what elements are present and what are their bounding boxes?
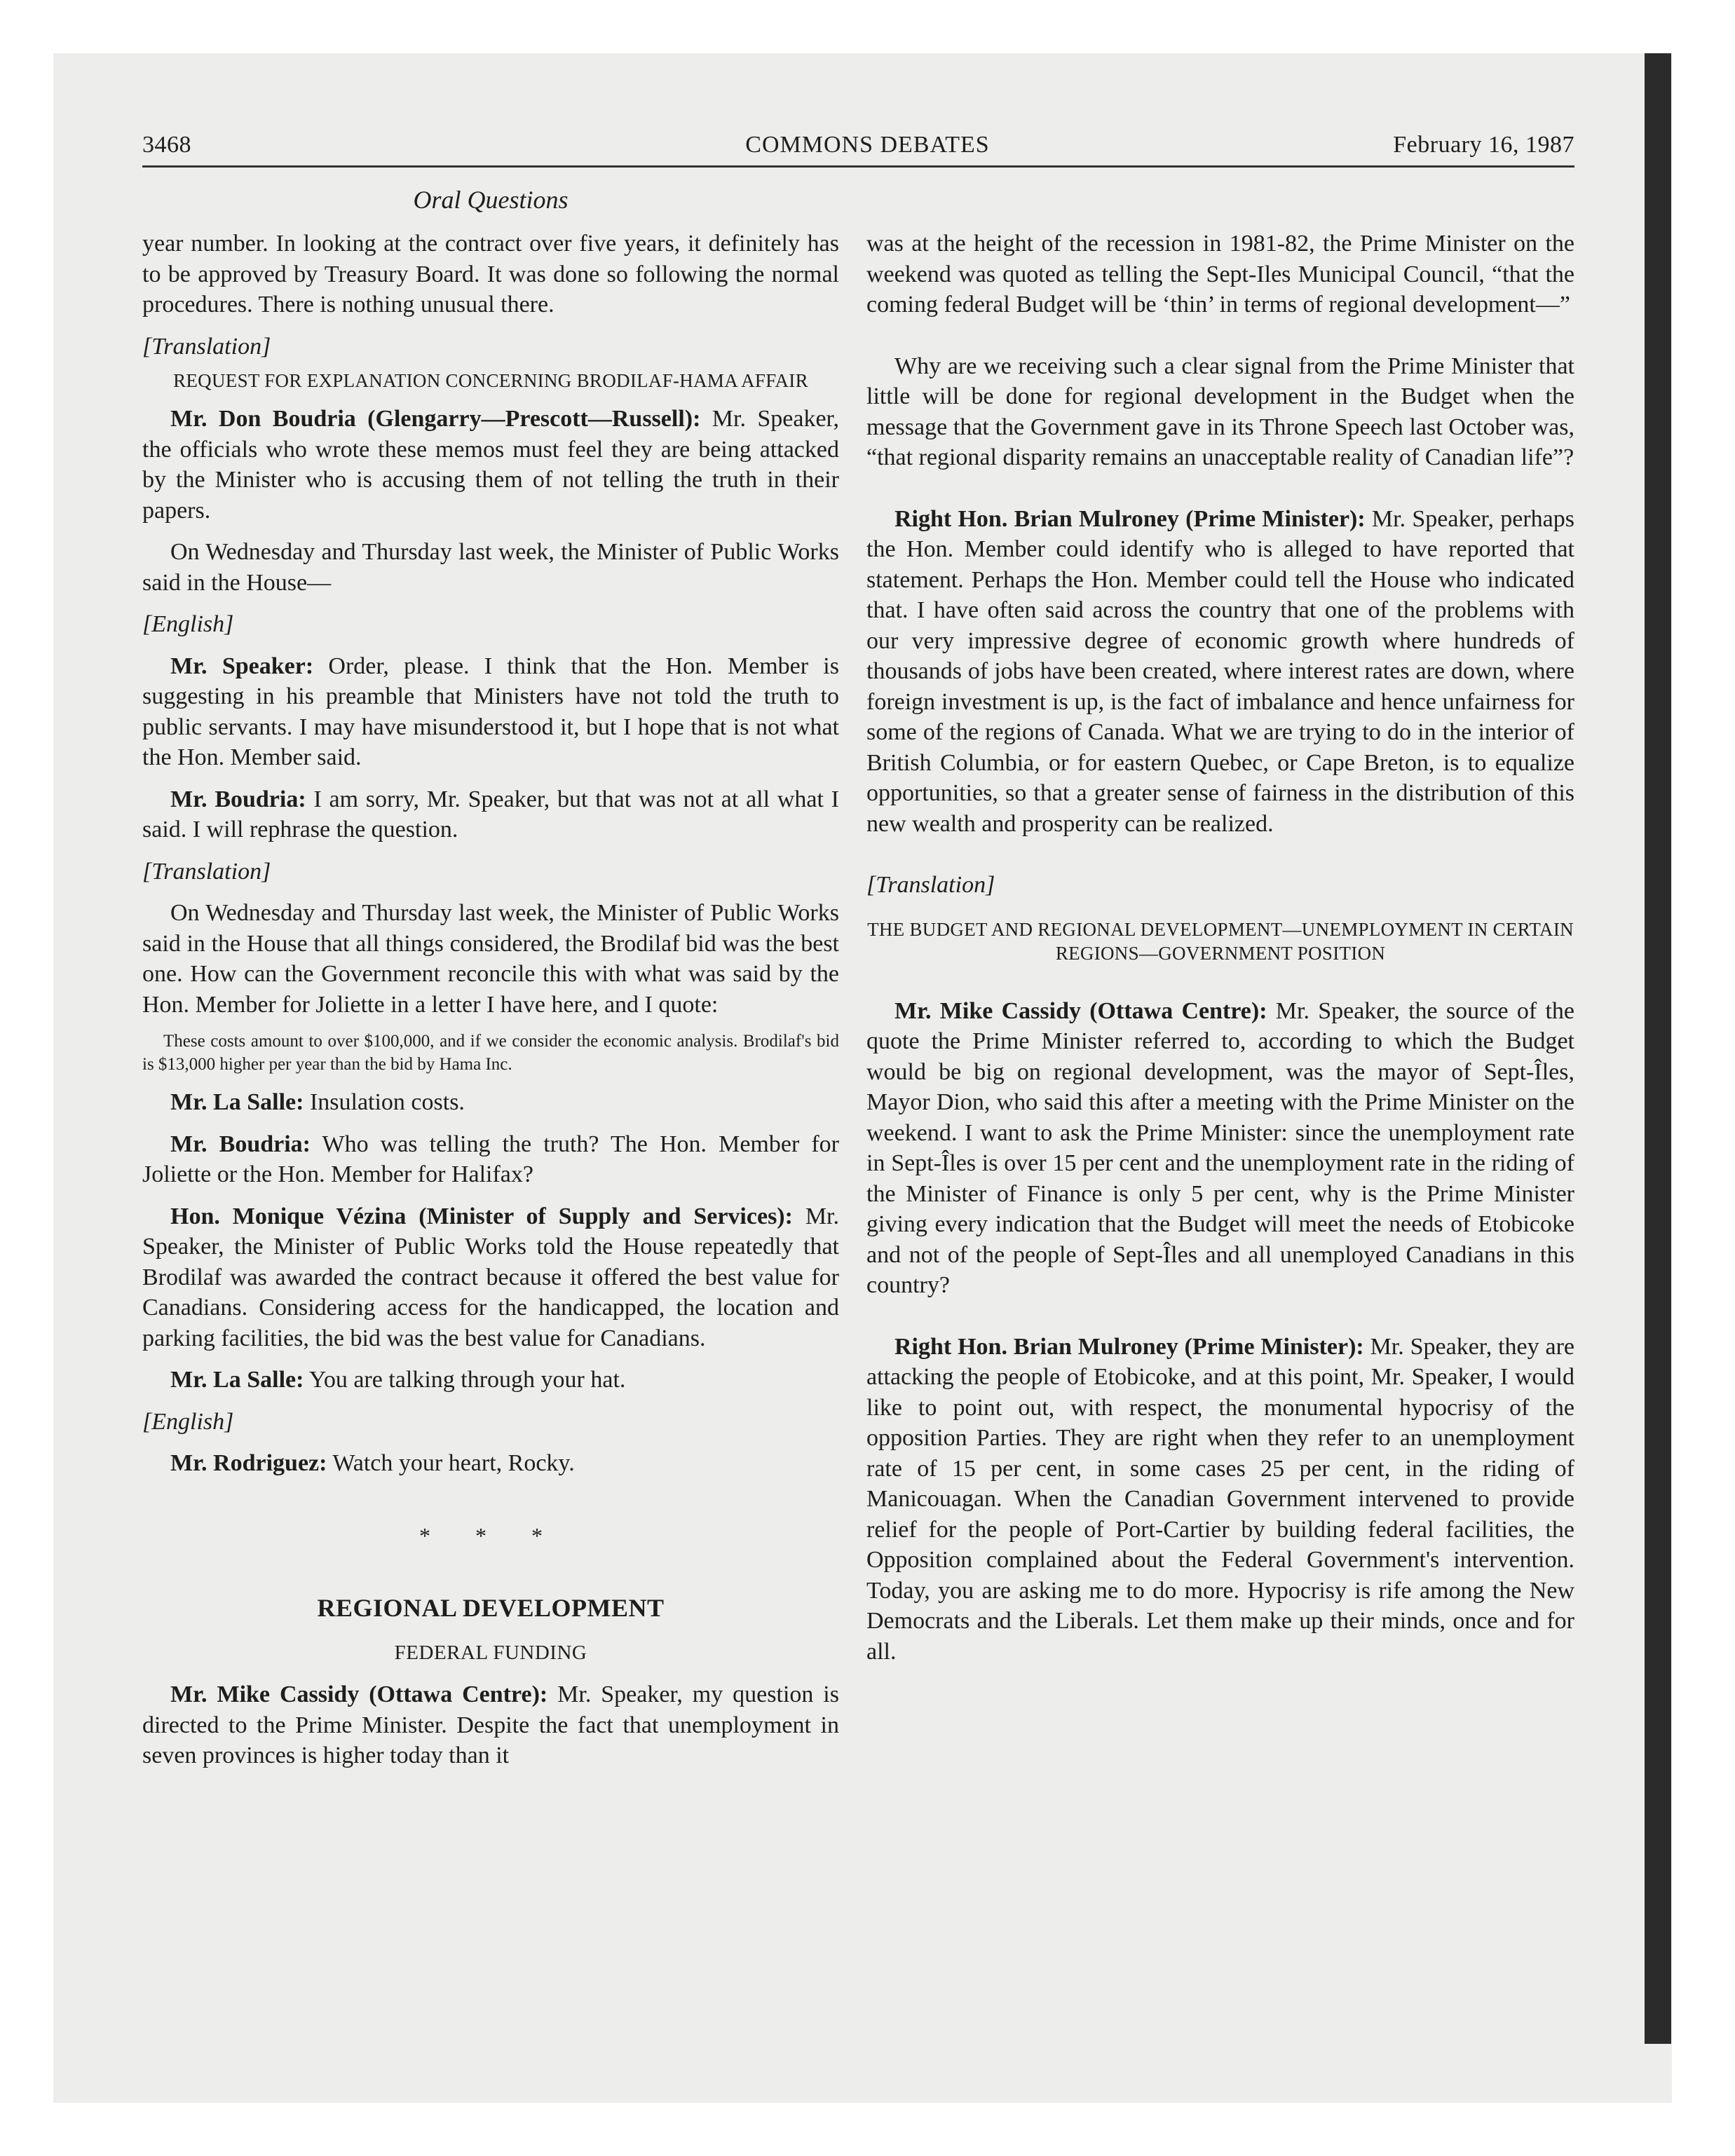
speech-paragraph — [866, 1332, 1574, 1667]
speech-paragraph — [142, 1448, 839, 1479]
speech-paragraph — [866, 996, 1574, 1301]
paragraph: year number. In looking at the contract over five years, it definitely has to be approved by Treasury Board. It was done so following the normal procedures. There is nothing unusual there. — [142, 231, 839, 318]
speech-paragraph — [142, 1201, 839, 1354]
speech-paragraph — [142, 1365, 839, 1396]
translation-marker: [Translation] — [142, 858, 271, 885]
header-rule — [142, 165, 1574, 168]
section-separator: * * * — [419, 1522, 562, 1548]
main-heading: REGIONAL DEVELOPMENT — [317, 1594, 665, 1622]
publication-title: COMMONS DEBATES — [745, 132, 990, 158]
paragraph: Why are we receiving such a clear signal from the Prime Minister that little will be done for regional development in the Budget when the message that the Government gave in its Throne Speech last October was, “that regional disparity remains an unacceptable reality of Canadian life”? — [866, 353, 1574, 470]
speech-text: Order, please. I think that the Hon. Member is suggesting in his preamble that Ministers have not told the truth to public servants. I may have misunderstood it, but I hope that is not what the Hon. Member said. — [142, 653, 839, 770]
speaker-name: Mr. Mike Cassidy (Ottawa Centre): — [170, 1681, 548, 1707]
paragraph: was at the height of the recession in 1981-82, the Prime Minister on the weekend was quoted as telling the Sept-Iles Municipal Council, “that the coming federal Budget will be ‘thin’ in terms of regional development—” — [866, 231, 1574, 318]
sub-heading: FEDERAL FUNDING — [394, 1641, 587, 1664]
speech-text: Mr. Speaker, my question is directed to the Prime Minister. Despite the fact that unemployment in seven provinces is higher today than it — [142, 1681, 839, 1768]
english-marker: [English] — [142, 611, 234, 637]
speaker-name: Hon. Monique Vézina (Minister of Supply and Services): — [170, 1203, 793, 1229]
speech-text: Watch your heart, Rocky. — [327, 1450, 575, 1476]
speech-paragraph — [142, 404, 839, 526]
speaker-name: Right Hon. Brian Mulroney (Prime Minister): — [894, 1333, 1364, 1360]
paragraph: On Wednesday and Thursday last week, the Minister of Public Works said in the House that all things considered, the Brodilaf bid was the best one. How can the Government reconcile this with what was said by the Hon. Member for Joliette in a letter I have here, and I quote: — [142, 900, 839, 1018]
translation-marker: [Translation] — [866, 872, 995, 898]
block-quote: These costs amount to over $100,000, and if we consider the economic analysis. Brodilaf's bid is $13,000 higher per year than the bid by Hama Inc. — [142, 1032, 839, 1074]
speech-text: Insulation costs. — [304, 1089, 465, 1115]
speaker-name: Right Hon. Brian Mulroney (Prime Minister): — [894, 505, 1366, 532]
speaker-name: Mr. La Salle: — [170, 1089, 304, 1115]
paragraph: On Wednesday and Thursday last week, the Minister of Public Works said in the House— — [142, 539, 839, 596]
speech-paragraph — [866, 504, 1574, 840]
speech-paragraph — [142, 651, 839, 773]
speech-paragraph — [142, 1087, 839, 1118]
speech-text: Mr. Speaker, perhaps the Hon. Member could identify who is alleged to have reported that statement. Perhaps the Hon. Member could tell the House who indicated that. I have often said across the country that one of the problems with our very impressive degree of economic growth where hundreds of thousands of jobs have been created, where interest rates are down, where foreign investment is up, is the fact of imbalance and hence unfairness for some of the regions of Canada. What we are trying to do in the interior of British Columbia, or for eastern Quebec, or Cape Breton, is to equalize opportunities, so that a greater sense of fairness in the distribution of this new wealth and prosperity can be realized. — [866, 505, 1574, 837]
subject-heading: THE BUDGET AND REGIONAL DEVELOPMENT—UNEMPLOYMENT IN CERTAIN REGIONS—GOVERNMENT POSITION — [867, 918, 1574, 964]
left-column — [142, 228, 839, 1771]
section-title: Oral Questions — [413, 186, 569, 214]
speech-paragraph — [142, 1679, 839, 1771]
speaker-name: Mr. Speaker: — [170, 653, 314, 679]
speaker-name: Mr. Boudria: — [170, 1131, 311, 1157]
speaker-name: Mr. Boudria: — [170, 786, 306, 812]
speech-paragraph — [142, 1129, 839, 1190]
speaker-name: Mr. Rodriguez: — [170, 1450, 327, 1476]
publication-date: February 16, 1987 — [1393, 132, 1574, 158]
subject-heading: REQUEST FOR EXPLANATION CONCERNING BRODILAF-HAMA AFFAIR — [173, 370, 808, 391]
right-column — [866, 228, 1574, 1667]
speaker-name: Mr. Mike Cassidy (Ottawa Centre): — [894, 997, 1267, 1024]
speech-paragraph — [142, 784, 839, 845]
english-marker: [English] — [142, 1408, 234, 1435]
speaker-name: Mr. Don Boudria (Glengarry—Prescott—Russell): — [170, 406, 701, 432]
speech-text: Mr. Speaker, they are attacking the people of Etobicoke, and at this point, Mr. Speaker, I would like to point out, with respect, the monumental hypocrisy of the opposition Parties. They are right when they refer to an unemployment rate of 15 per cent, in some cases 25 per cent, in the riding of Manicouagan. When the Canadian Government intervened to provide relief for the people of Port-Cartier by building federal facilities, the Opposition complained about the Federal Government's intervention. Today, you are asking me to do more. Hypocrisy is rife among the New Democrats and the Liberals. Let them make up their minds, once and for all. — [866, 1333, 1574, 1665]
translation-marker: [Translation] — [142, 333, 271, 360]
speech-text: You are talking through your hat. — [304, 1367, 626, 1393]
speech-text: Mr. Speaker, the officials who wrote these memos must feel they are being attacked by the Minister who is accusing them of not telling the truth in their papers. — [142, 406, 840, 524]
speech-text: Mr. Speaker, the Minister of Public Works told the House repeatedly that Brodilaf was awarded the contract because it offered the best value for Canadians. Considering access for the handicapped, the location and parking facilities, the bid was the best value for Canadians. — [142, 1203, 840, 1351]
speech-text: Who was telling the truth? The Hon. Member for Joliette or the Hon. Member for Halifax? — [142, 1131, 839, 1187]
speech-text: I am sorry, Mr. Speaker, but that was not at all what I said. I will rephrase the question. — [142, 786, 839, 842]
page-number: 3468 — [142, 132, 191, 158]
speaker-name: Mr. La Salle: — [170, 1367, 304, 1393]
speech-text: Mr. Speaker, the source of the quote the Prime Minister referred to, according to which the Budget would be big on regional development, was the mayor of Sept-Îles, Mayor Dion, who said this after a meeting with the Prime Minister on the weekend. I want to ask the Prime Minister: since the unemployment rate in Sept-Îles is over 15 per cent and the unemployment rate in the riding of the Minister of Finance is only 5 per cent, why is the Prime Minister giving every indication that the Budget will meet the needs of Etobicoke and not of the people of Sept-Îles and all unemployed Canadians in this country? — [866, 997, 1574, 1298]
